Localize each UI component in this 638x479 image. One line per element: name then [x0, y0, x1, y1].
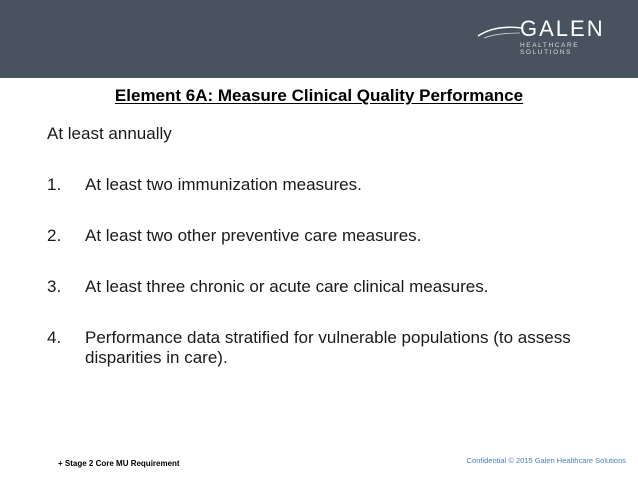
list-item-number: 2.: [47, 226, 62, 245]
footnote: + Stage 2 Core MU Requirement: [58, 459, 180, 468]
list-item: [47, 277, 607, 297]
list-item-number: 1.: [47, 175, 62, 194]
list-item: [47, 328, 607, 368]
list-item: [47, 175, 607, 195]
list-item: [47, 226, 607, 246]
list-item-text: At least three chronic or acute care clinical measures.: [85, 277, 489, 296]
logo-wordmark: GALEN: [520, 16, 605, 41]
header-bar: [0, 0, 638, 78]
slide-body: [47, 124, 607, 399]
galen-logo: [476, 14, 616, 56]
confidential-notice: Confidential © 2015 Galen Healthcare Solutions: [466, 456, 626, 465]
logo-subtitle: HEALTHCARE SOLUTIONS: [520, 42, 580, 56]
list-item-text: At least two immunization measures.: [85, 175, 362, 194]
intro-text: At least annually: [47, 124, 172, 143]
list-item-text: Performance data stratified for vulnerable populations (to assess disparities in care).: [85, 328, 571, 367]
list-item-number: 3.: [47, 277, 62, 296]
list-item-text: At least two other preventive care measures.: [85, 226, 422, 245]
slide-title: Element 6A: Measure Clinical Quality Performance: [114, 86, 524, 105]
list-item-number: 4.: [47, 328, 62, 347]
requirement-list: [47, 175, 607, 368]
